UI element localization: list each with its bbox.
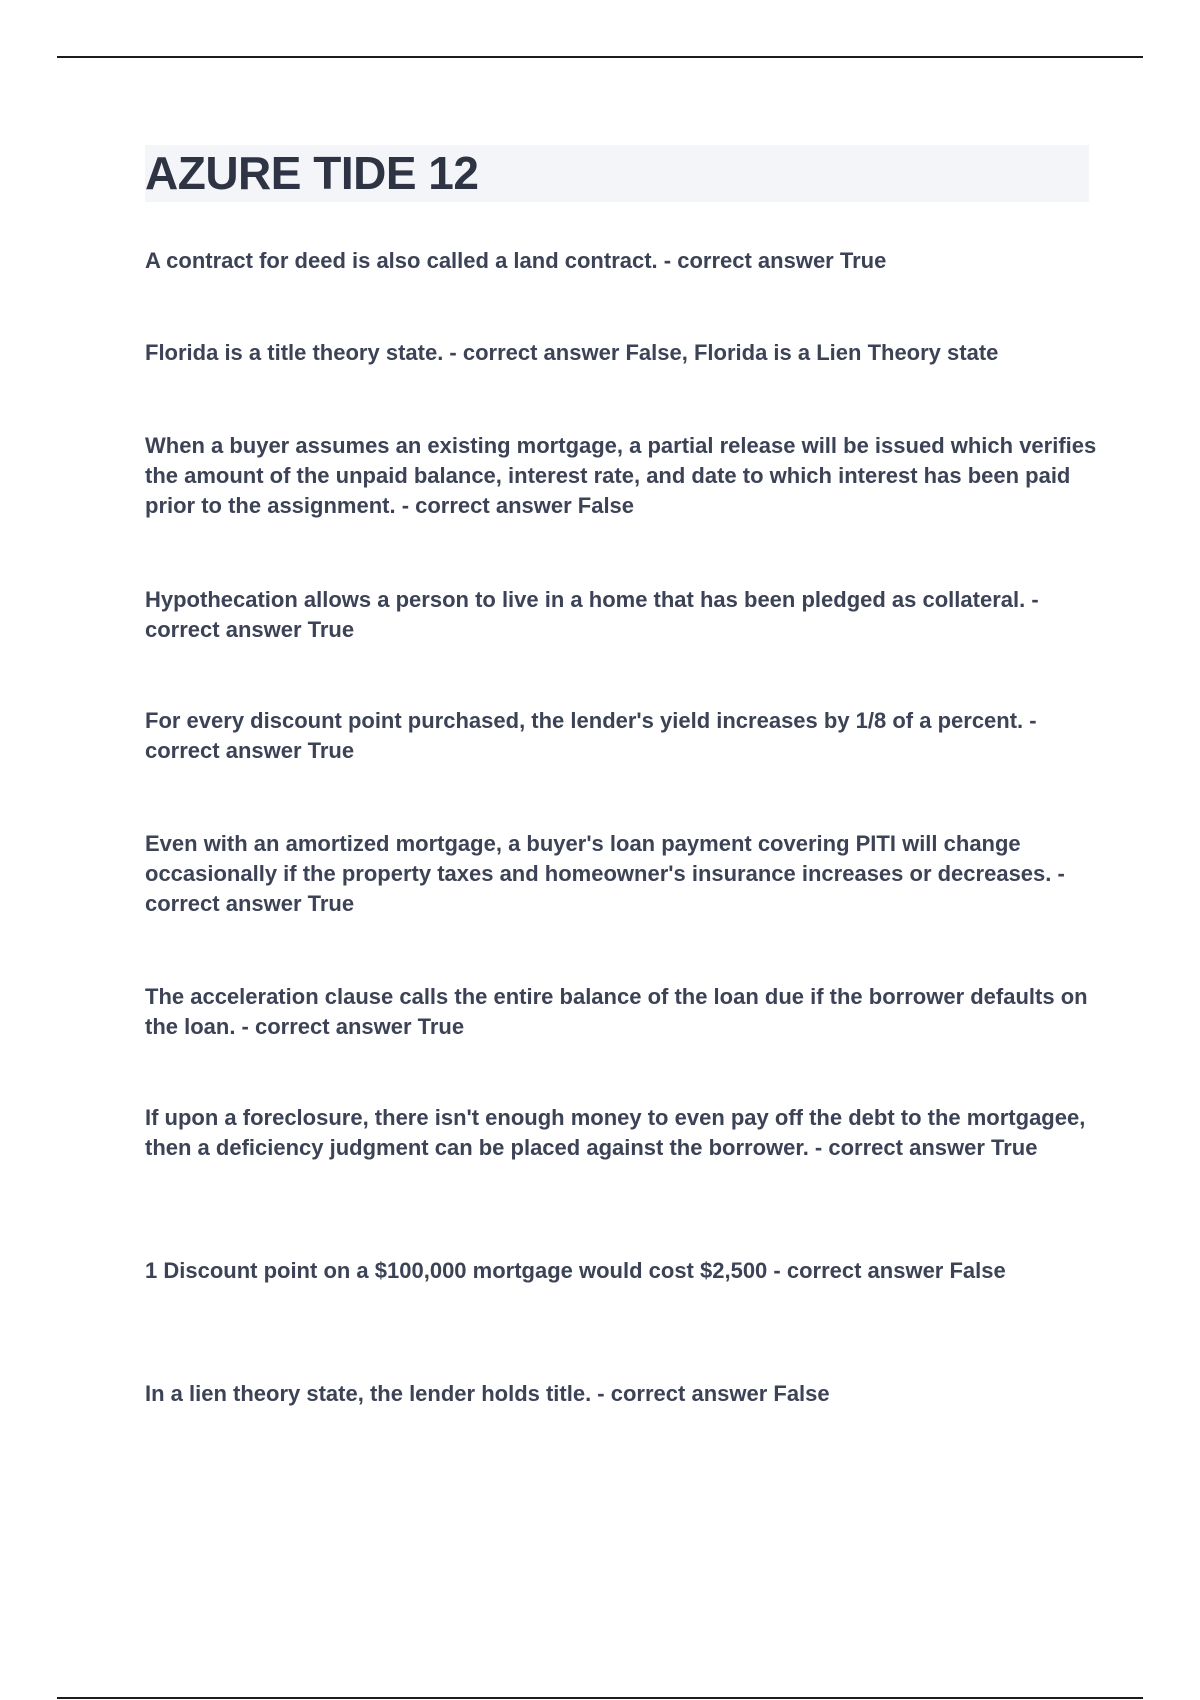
page-title: AZURE TIDE 12 [145,147,479,199]
top-rule [57,56,1143,58]
qa-item-8: If upon a foreclosure, there isn't enough money to even pay off the debt to the mortgagee, then a deficiency judgment can be placed against the borrower. - correct answer True [145,1105,1086,1160]
qa-item-6: Even with an amortized mortgage, a buyer's loan payment covering PITI will change occasionally if the property taxes and homeowner's insurance increases or decreases. - correct answer True [145,831,1065,916]
bottom-rule [57,1697,1143,1699]
qa-item-5: For every discount point purchased, the lender's yield increases by 1/8 of a percent. - correct answer True [145,708,1037,763]
qa-item-9: 1 Discount point on a $100,000 mortgage would cost $2,500 - correct answer False [145,1258,1006,1283]
qa-item-4: Hypothecation allows a person to live in a home that has been pledged as collateral. - correct answer True [145,587,1039,642]
qa-item-10: In a lien theory state, the lender holds title. - correct answer False [145,1381,830,1406]
qa-item-7: The acceleration clause calls the entire balance of the loan due if the borrower defaults on the loan. - correct answer True [145,984,1088,1039]
qa-item-1: A contract for deed is also called a land contract. - correct answer True [145,248,887,273]
qa-item-3: When a buyer assumes an existing mortgage, a partial release will be issued which verifies the amount of the unpaid balance, interest rate, and date to which interest has been paid prior to the assignment. - correct answer False [145,433,1097,518]
qa-item-2: Florida is a title theory state. - correct answer False, Florida is a Lien Theory state [145,340,999,365]
